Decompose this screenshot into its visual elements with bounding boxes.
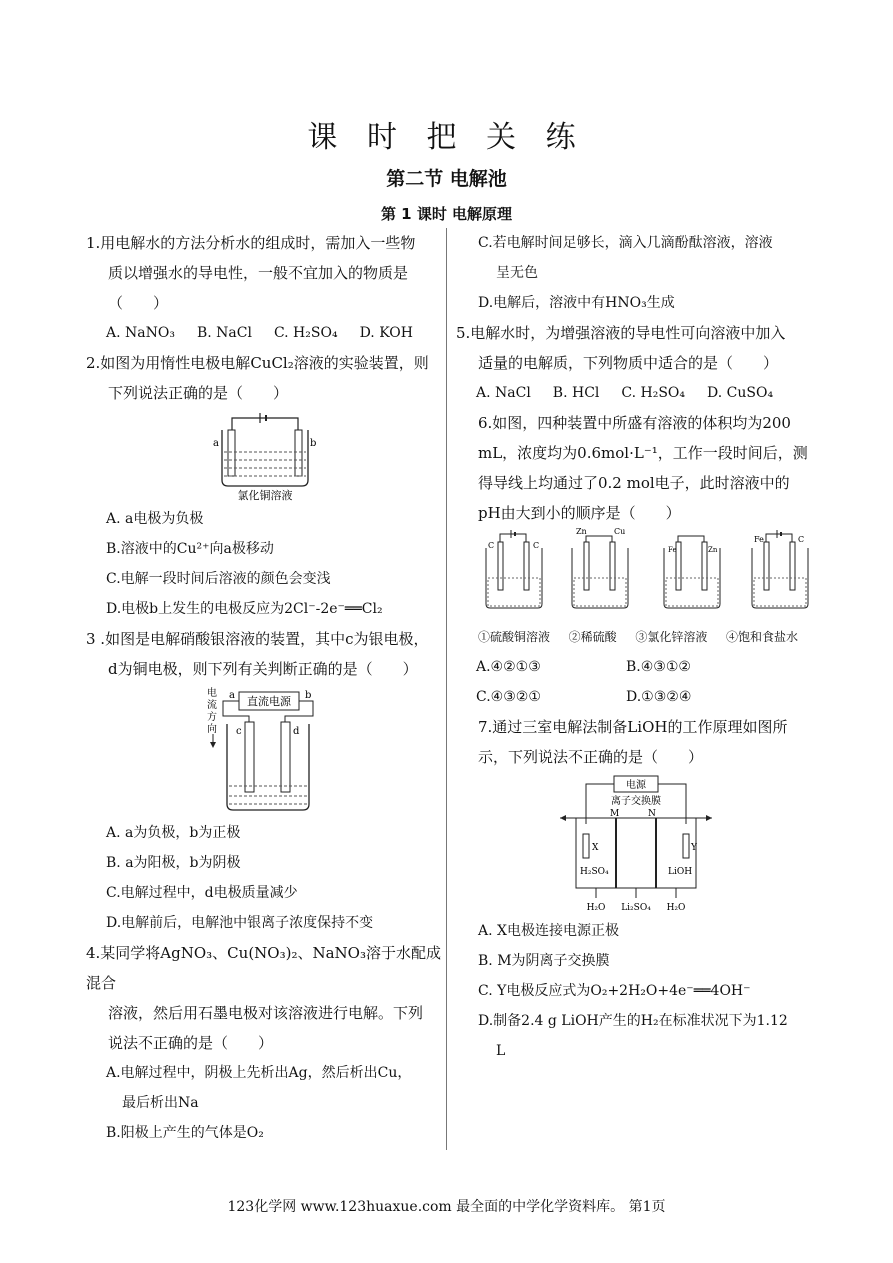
q4-stem-cont-2: 说法不正确的是（ ）	[108, 1034, 274, 1052]
electrode-y-label: Y	[691, 843, 697, 853]
q6-option-b: B.④③①②	[626, 659, 691, 675]
terminal-b-label: b	[305, 690, 312, 701]
cell-4-left-electrode: Fe	[754, 535, 764, 544]
column-divider	[446, 228, 447, 1150]
q3-stem: 3 .如图是电解硝酸银溶液的装置，其中c为银电极，	[86, 630, 429, 648]
q6-option-d: D.①③②④	[626, 689, 692, 705]
q4-option-c: C.若电解时间足够长，滴入几滴酚酞溶液，溶液	[478, 235, 773, 251]
cell-1-caption: ①硫酸铜溶液	[478, 630, 551, 644]
electrode-c-label: c	[236, 726, 242, 737]
q5-option-a: A. NaCl	[476, 385, 531, 401]
q4-stem: 4.某同学将AgNO₃、Cu(NO₃)₂、NaNO₃溶于水配成混合	[86, 944, 441, 992]
q2-stem: 2.如图为用惰性电极电解CuCl₂溶液的实验装置，则	[86, 354, 429, 372]
membrane-n-label: N	[648, 809, 656, 819]
q2-option-d: D.电极b上发生的电极反应为2Cl⁻-2e⁻══Cl₂	[106, 601, 383, 617]
q4-option-a: A.电解过程中，阴极上先析出Ag，然后析出Cu，	[106, 1065, 412, 1081]
electrode-b-label: b	[310, 438, 317, 449]
dc-power-label: 直流电源	[247, 695, 291, 708]
q5-stem: 5.电解水时，为增强溶液的导电性可向溶液中加入	[456, 324, 786, 342]
q4-stem-cont: 溶液，然后用石墨电极对该溶液进行电解。下列	[108, 1004, 424, 1022]
cell-3-caption: ③氯化锌溶液	[635, 630, 708, 644]
q7-stem-cont: 示，下列说法不正确的是（ ）	[478, 748, 704, 766]
page-footer: 123化学网 www.123huaxue.com 最全面的中学化学资料库。 第1页	[227, 1199, 666, 1215]
q7-option-d-cont: L	[496, 1043, 506, 1059]
q6-stem-cont: mL，浓度均为0.6mol·L⁻¹，工作一段时间后，测	[478, 444, 808, 462]
current-dir-char-2: 流	[207, 700, 217, 711]
q2-stem-cont: 下列说法正确的是（ ）	[108, 384, 289, 402]
q6-stem-cont-3: pH由大到小的顺序是（ ）	[478, 504, 681, 522]
q1-options	[86, 318, 444, 348]
q6-stem: 6.如图，四种装置中所盛有溶液的体积均为200	[478, 414, 791, 432]
agno3-cell-diagram	[205, 686, 325, 816]
four-cells-diagram	[478, 528, 818, 612]
page-title: 课 时 把 关 练	[307, 120, 586, 155]
q3-option-a: A. a为负极，b为正极	[106, 825, 241, 841]
q4-option-a-cont: 最后析出Na	[122, 1095, 199, 1111]
q5-option-c: C. H₂SO₄	[621, 385, 686, 401]
h2so4-label: H₂SO₄	[580, 867, 609, 877]
cell-3	[664, 536, 720, 608]
question-2	[86, 348, 444, 624]
current-dir-char-4: 向	[207, 724, 217, 735]
cell-2-left-electrode: Zn	[576, 528, 587, 536]
cucl2-caption: 氯化铜溶液	[237, 489, 293, 502]
cell-3-left-electrode: Fe	[668, 546, 677, 554]
cell-2-caption: ②稀硫酸	[568, 630, 617, 644]
cell-1-right-electrode: C	[533, 541, 540, 550]
q6-option-c: C.④③②①	[476, 689, 541, 705]
q4-option-c-cont: 呈无色	[496, 265, 538, 281]
left-column	[86, 228, 444, 1148]
power-label: 电源	[626, 780, 646, 791]
q1-option-b: B. NaCl	[196, 325, 252, 341]
q1-option-c: C. H₂SO₄	[273, 325, 338, 341]
cell-1-left-electrode: C	[488, 541, 495, 550]
current-dir-char-1: 电	[207, 688, 217, 699]
q7-option-c: C. Y电极反应式为O₂+2H₂O+4e⁻══4OH⁻	[478, 983, 751, 999]
q1-stem: 1.用电解水的方法分析水的组成时，需加入一些物	[86, 234, 416, 252]
question-7	[456, 712, 816, 1066]
electrode-d-label: d	[293, 726, 300, 737]
q1-option-a: A. NaNO₃	[106, 325, 175, 341]
q5-options	[456, 378, 816, 408]
q6-stem-cont-2: 得导线上均通过了0.2 mol电子，此时溶液中的	[478, 474, 790, 492]
question-5	[456, 318, 816, 408]
q3-option-c: C.电解过程中，d电极质量减少	[106, 885, 298, 901]
lioh-label: LiOH	[668, 867, 693, 877]
membrane-m-label: M	[610, 809, 620, 819]
bottom-h2o-right: H₂O	[666, 903, 686, 913]
question-3	[86, 624, 444, 938]
cell-4-caption: ④饱和食盐水	[725, 630, 798, 644]
q6-options	[456, 652, 816, 712]
q1-option-d: D. KOH	[359, 325, 413, 341]
cell-2-right-electrode: Cu	[614, 528, 626, 536]
bottom-li2so4: Li₂SO₄	[621, 903, 651, 913]
q7-option-d: D.制备2.4 g LiOH产生的H₂在标准状况下为1.12	[478, 1013, 788, 1029]
cell-2	[572, 528, 628, 608]
membrane-label: 离子交换膜	[611, 796, 661, 807]
q2-option-c: C.电解一段时间后溶液的颜色会变浅	[106, 571, 331, 587]
q7-stem: 7.通过三室电解法制备LiOH的工作原理如图所	[478, 718, 788, 736]
q7-option-a: A. X电极连接电源正极	[478, 923, 619, 939]
question-4	[86, 938, 444, 1148]
cell-4-right-electrode: C	[798, 535, 805, 544]
terminal-a-label: a	[229, 690, 235, 701]
q5-option-b: B. HCl	[552, 385, 600, 401]
electrode-a-label: a	[213, 438, 219, 449]
q6-option-a: A.④②①③	[476, 659, 541, 675]
bottom-h2o-left: H₂O	[586, 903, 606, 913]
q2-option-a: A. a电极为负极	[106, 511, 204, 527]
q1-stem-cont: 质以增强水的导电性，一般不宜加入的物质是	[108, 264, 409, 282]
q5-stem-cont: 适量的电解质，下列物质中适合的是（ ）	[478, 354, 779, 372]
three-chamber-diagram	[556, 774, 716, 914]
q6-captions	[456, 622, 798, 652]
q2-option-b: B.溶液中的Cu²⁺向a极移动	[106, 541, 274, 557]
lesson-title: 第 1 课时 电解原理	[380, 205, 513, 223]
question-6	[456, 408, 816, 712]
electrode-x-label: X	[592, 843, 599, 853]
q5-option-d: D. CuSO₄	[707, 385, 774, 401]
q7-option-b: B. M为阴离子交换膜	[478, 953, 610, 969]
cucl2-cell-diagram	[210, 410, 320, 502]
current-dir-char-3: 方	[207, 712, 217, 723]
q3-option-d: D.电解前后，电解池中银离子浓度保持不变	[106, 915, 374, 931]
right-column	[456, 228, 816, 1066]
q1-blank: （ ）	[108, 294, 169, 312]
q3-option-b: B. a为阳极，b为阴极	[106, 855, 241, 871]
question-1	[86, 228, 444, 348]
section-title: 第二节 电解池	[386, 168, 507, 190]
q4-option-d: D.电解后，溶液中有HNO₃生成	[478, 295, 675, 311]
cell-3-right-electrode: Zn	[708, 546, 718, 554]
cell-1	[486, 530, 542, 608]
q3-stem-cont: d为铜电极，则下列有关判断正确的是（ ）	[108, 660, 418, 678]
q4-option-b: B.阳极上产生的气体是O₂	[106, 1125, 264, 1141]
cell-4	[752, 530, 808, 608]
